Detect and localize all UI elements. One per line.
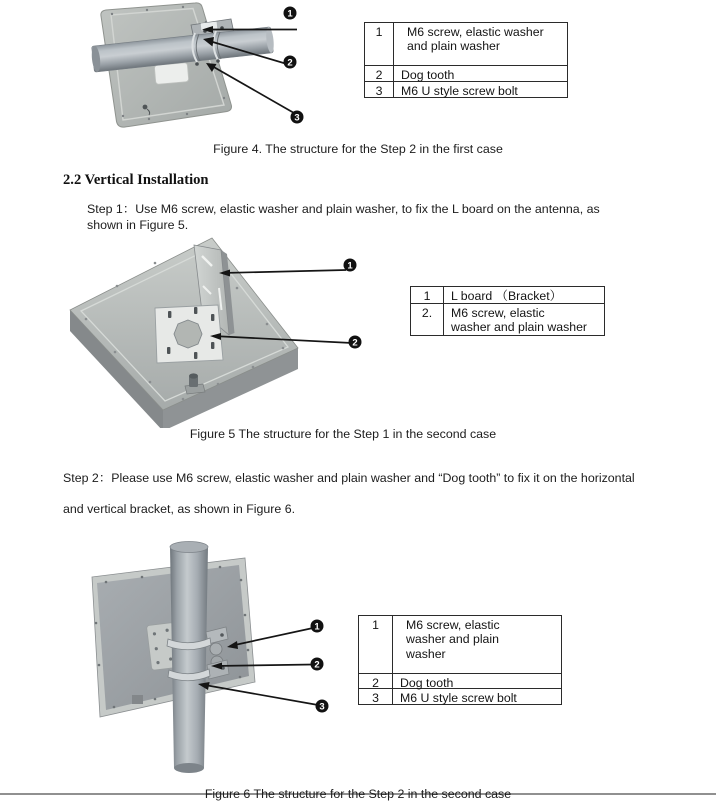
callout-1-badge [344,259,357,272]
table-row [359,616,561,673]
callout-2-badge [284,56,297,69]
callout-3-badge [316,700,329,713]
figure5-illustration [55,228,370,428]
part-number: 1 [411,287,444,303]
part-number: 1 [359,616,393,673]
svg-text:3: 3 [319,701,325,713]
part-number: 2 [359,674,393,688]
step2-line1: Step 2：Please use M6 screw, elastic washer and plain washer and “Dog tooth” to fix it on the horizontal [63,471,635,485]
step1-line2: shown in Figure 5. [87,217,189,232]
part-description-line: M6 screw, elastic [451,306,545,320]
svg-text:1: 1 [314,621,320,633]
part-number: 3 [365,82,394,97]
step1-line1: Step 1：Use M6 screw, elastic washer and plain washer, to fix the L board on the antenna, as [87,202,600,216]
callout-badges [344,259,362,349]
part-description [394,23,567,65]
svg-text:1: 1 [287,8,293,20]
part-description-line: washer and plain washer [451,320,588,335]
table-row [411,303,604,335]
callout-badges [284,7,304,124]
part-number: 2. [411,304,444,335]
part-description [393,689,561,704]
part-description [393,616,561,673]
callout-2-badge [311,658,324,671]
part-description-line: M6 U style screw bolt [401,84,518,98]
part-description [444,304,604,335]
part-number: 2 [365,66,394,81]
part-description-line: washer [406,646,446,661]
part-description-line: L board （Bracket） [451,289,562,303]
part-description-line: Dog tooth [401,68,455,82]
svg-text:2: 2 [287,57,293,69]
part-description [394,82,567,97]
callout-3-badge [291,111,304,124]
part-description [393,674,561,688]
svg-text:1: 1 [347,260,353,272]
svg-text:3: 3 [294,112,300,124]
arrow-3 [202,685,318,706]
mounting-plate [155,305,223,363]
figure4-caption: Figure 4. The structure for the Step 2 in the first case [213,142,503,156]
table-row [411,287,604,303]
figure4-illustration [85,0,310,135]
figure5-caption: Figure 5 The structure for the Step 1 in the second case [189,427,497,441]
figure6-caption: Figure 6 The structure for the Step 2 in the second case [204,787,512,801]
part-description [444,287,604,303]
section-heading: 2.2 Vertical Installation [63,172,209,188]
vertical-pole [170,542,208,774]
part-description-line: Dog tooth [400,676,454,690]
part-description-line: M6 U style screw bolt [400,691,517,705]
figure5-parts-table [410,286,605,336]
part-description [394,66,567,81]
part-number: 1 [365,23,394,65]
part-description-line: M6 screw, elastic washer [407,25,544,39]
figure6-parts-table [358,615,562,705]
svg-text:2: 2 [352,337,358,349]
figure4-parts-table [364,22,568,98]
arrow-1 [222,270,346,273]
svg-text:2: 2 [314,659,320,671]
part-description-line: M6 screw, elastic [406,618,500,632]
callout-1-badge [284,7,297,20]
callout-badges [311,620,329,713]
step2-line2: and vertical bracket, as shown in Figure 6. [63,502,296,516]
part-description-line: and plain washer [407,39,500,54]
table-row [365,65,567,81]
figure6-illustration [80,535,335,800]
table-row [359,688,561,704]
octagon-hole [174,320,202,348]
panel-label [132,695,143,704]
table-row [365,81,567,97]
part-number: 3 [359,689,393,704]
table-row [359,673,561,688]
callout-1-badge [311,620,324,633]
part-description-line: washer and plain [406,632,499,647]
callout-2-badge [349,336,362,349]
table-row [365,23,567,65]
